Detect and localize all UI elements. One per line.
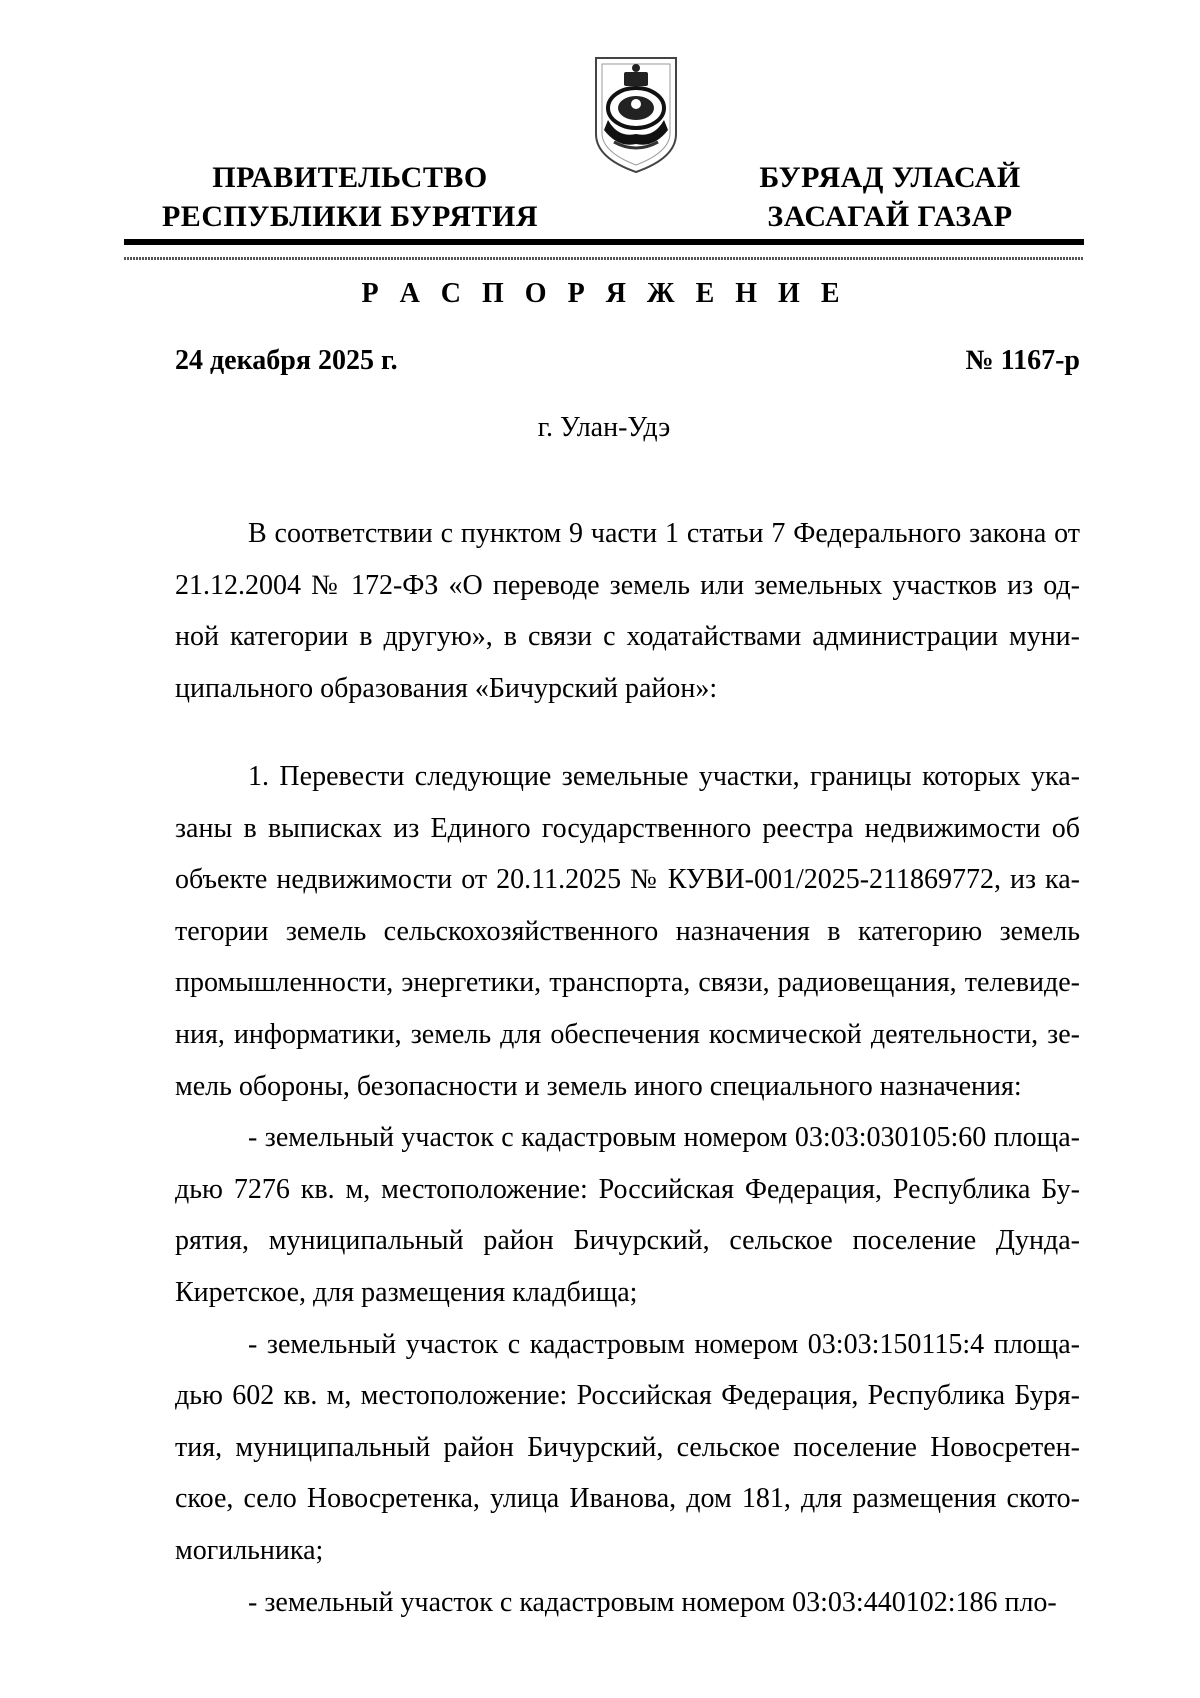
document-date: 24 декабря 2025 г. (175, 345, 398, 376)
header-divider-thick (124, 239, 1084, 245)
government-name-buryat (725, 158, 1055, 236)
header-left-line2: РЕСПУБЛИКИ БУРЯТИЯ (161, 200, 539, 233)
government-name-russian (150, 158, 550, 236)
decision-section (175, 751, 1080, 1628)
header-right-line2: ЗАСАГАЙ ГАЗАР (767, 200, 1013, 233)
buryatia-coat-of-arms-icon (588, 54, 684, 176)
item-1-paragraph: 1. Перевести следующие земельные участки, границы которых указаны в выписках из Единого государственного реестра недвижимости об объекте недвижимости от 20.11.2025 № КУВИ-001/2025-211869772, из категории земель сельскохозяйственного назначения в категорию земель промышленности, энергетики, транспорта, связи, радиовещания, телевидения, информатики, земель для обеспечения космической деятельности, земель обороны, безопасности и земель иного специального назначения: (175, 761, 1080, 1102)
document-number: № 1167-р (965, 345, 1080, 376)
land-plot-3-paragraph: - земельный участок с кадастровым номером 03:03:440102:186 пло- (248, 1586, 1057, 1618)
header-left-line1: ПРАВИТЕЛЬСТВО (212, 161, 488, 194)
document-city: г. Улан-Удэ (537, 412, 671, 443)
preamble-paragraph: В соответствии с пунктом 9 части 1 статьи 7 Федерального закона от 21.12.2004 № 172-ФЗ «О переводе земель или земельных участков из одной категории в другую», в связи с ходатайствами администрации муниципального образования «Бичурский район»: (175, 518, 1080, 704)
header-right-line1: БУРЯАД УЛАСАЙ (759, 161, 1021, 194)
land-plot-1-paragraph: - земельный участок с кадастровым номером 03:03:030105:60 площадью 7276 кв. м, местоположение: Российская Федерация, Республика Бурятия, муниципальный район Бичурский, сельское поселение Дунда-Киретское, для размещения кладбища; (175, 1122, 1080, 1308)
document-type-title: Р А С П О Р Я Ж Е Н И Е (361, 278, 847, 309)
preamble-section (175, 508, 1080, 714)
land-plot-2-paragraph: - земельный участок с кадастровым номером 03:03:150115:4 площадью 602 кв. м, местоположение: Российская Федерация, Республика Бурятия, муниципальный район Бичурский, сельское поселение Новосретенское, село Новосретенка, улица Иванова, дом 181, для размещения скотомогильника; (175, 1328, 1080, 1566)
header-divider-thin (124, 257, 1084, 260)
